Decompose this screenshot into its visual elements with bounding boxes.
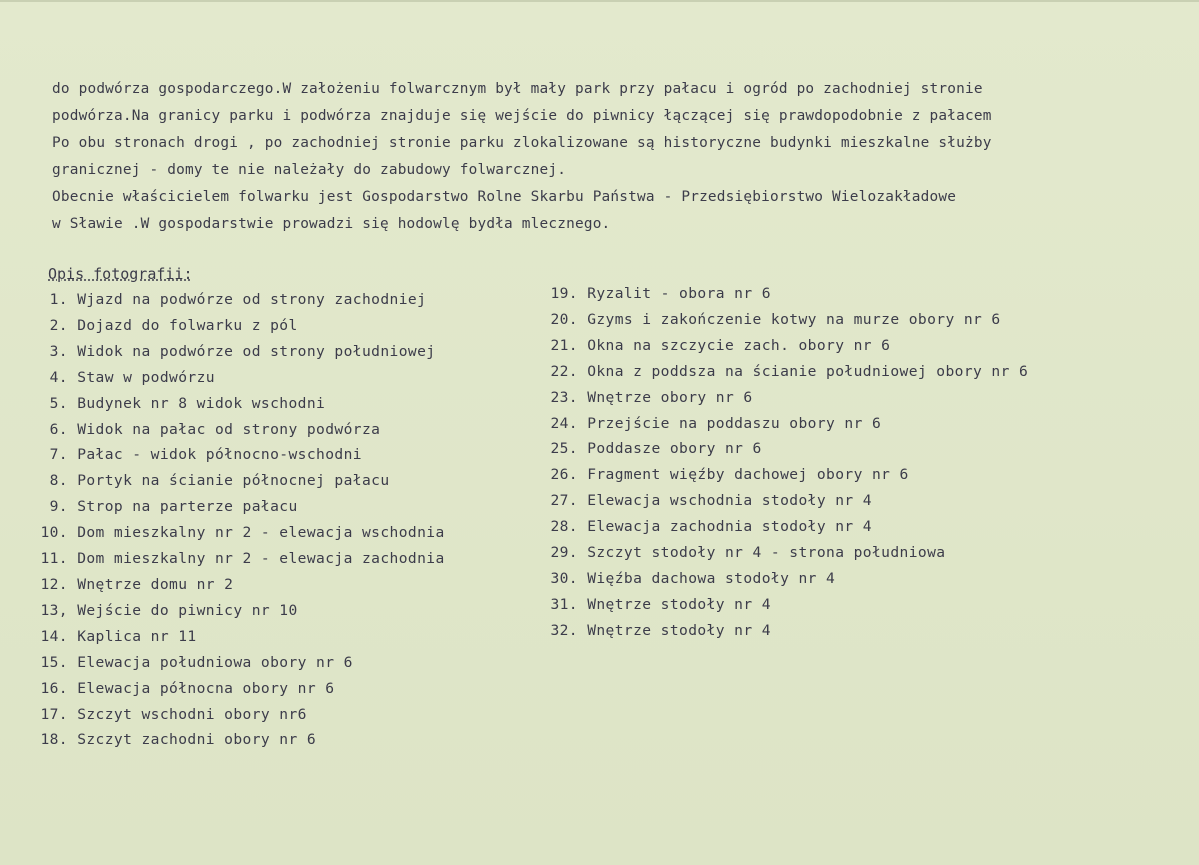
item-number: 23. [550,388,578,406]
item-number: 30. [550,569,578,587]
photo-list-item [538,592,1028,618]
item-number: 24. [550,414,578,432]
item-number: 26. [550,466,578,484]
item-number: 4. [49,368,68,386]
item-number: 28. [550,518,578,536]
item-text: Szczyt wschodni obory nr6 [77,705,307,723]
photo-list-item [538,488,1028,514]
item-number: 20. [550,310,578,328]
photo-list-item [30,546,445,572]
photo-list-item [30,494,445,520]
item-number: 12. [40,575,68,593]
item-number: 6. [49,420,68,438]
item-text: Dom mieszkalny nr 2 - elewacja zachodnia [77,550,445,568]
item-text: Gzyms i zakończenie kotwy na murze obory nr 6 [587,310,1001,328]
paragraph-line: Obecnie właścicielem folwarku jest Gospodarstwo Rolne Skarbu Państwa - Przedsiębiorstwo Wielozakładowe [52,189,957,205]
item-text: Poddasze obory nr 6 [587,440,762,458]
photo-list-item [30,468,445,494]
photo-list-item [30,442,445,468]
item-number: 10. [40,524,68,542]
item-text: Elewacja wschodnia stodoły nr 4 [587,492,872,510]
paragraph-line: granicznej - domy te nie należały do zabudowy folwarcznej. [52,162,567,178]
photo-list-item [538,333,1028,359]
paragraph-line: podwórza.Na granicy parku i podwórza znajduje się wejście do piwnicy łączącej się prawdopodobnie z pałacem [52,108,992,124]
item-number: 13, [40,601,68,619]
photo-list-item [30,702,445,728]
item-text: Wnętrze stodoły nr 4 [587,621,771,639]
item-number: 16. [40,679,68,697]
item-number: 7. [49,446,68,464]
item-text: Pałac - widok północno-wschodni [77,446,362,464]
item-text: Wnętrze stodoły nr 4 [587,595,771,613]
photo-list-item [538,385,1028,411]
item-number: 17. [40,705,68,723]
item-number: 22. [550,362,578,380]
paragraph-line: w Sławie .W gospodarstwie prowadzi się hodowlę bydła mlecznego. [52,216,611,232]
item-text: Portyk na ścianie północnej pałacu [77,472,390,490]
item-text: Okna z poddsza na ścianie południowej obory nr 6 [587,362,1029,380]
photo-list-item [538,540,1028,566]
photo-list-item [30,650,445,676]
item-number: 3. [49,342,68,360]
photo-list-item [30,624,445,650]
photo-list-item [538,411,1028,437]
paragraph-line: do podwórza gospodarczego.W założeniu folwarcznym był mały park przy pałacu i ogród po zachodniej stronie [52,81,983,97]
item-text: Przejście na poddaszu obory nr 6 [587,414,882,432]
item-text: Wnętrze obory nr 6 [587,388,753,406]
item-text: Widok na pałac od strony podwórza [77,420,381,438]
photo-list-item [30,727,445,753]
photo-list-item [30,676,445,702]
item-number: 32. [550,621,578,639]
item-text: Elewacja zachodnia stodoły nr 4 [587,518,872,536]
photo-list-left [30,287,445,753]
item-text: Wnętrze domu nr 2 [77,575,234,593]
item-text: Staw w podwórzu [77,368,215,386]
item-number: 29. [550,544,578,562]
photo-list-item [30,417,445,443]
photo-list-caption: Opis fotografii: [48,265,193,283]
item-number: 18. [40,731,68,749]
photo-list-item [538,618,1028,644]
item-number: 11. [40,550,68,568]
photo-list-item [538,359,1028,385]
paragraph-line: Po obu stronach drogi , po zachodniej stronie parku zlokalizowane są historyczne budynki mieszkalne służby [52,135,992,151]
photo-list-item [538,436,1028,462]
photo-list-item [30,598,445,624]
photo-list-item [30,313,445,339]
item-text: Szczyt stodoły nr 4 - strona południowa [587,544,946,562]
item-number: 2. [49,316,68,334]
item-number: 25. [550,440,578,458]
item-number: 1. [49,291,68,308]
item-number: 8. [49,472,68,490]
photo-list-item [538,281,1028,307]
item-number: 27. [550,492,578,510]
photo-list-item [538,307,1028,333]
item-text: Więźba dachowa stodoły nr 4 [587,569,836,587]
photo-list-item [30,365,445,391]
item-number: 21. [550,336,578,354]
photo-list-item [538,514,1028,540]
item-text: Wejście do piwnicy nr 10 [77,601,298,619]
photo-list-item [30,572,445,598]
item-number: 9. [49,498,68,516]
item-text: Szczyt zachodni obory nr 6 [77,731,317,749]
item-number: 15. [40,653,68,671]
item-number: 19. [550,285,578,302]
body-paragraph [52,76,1172,238]
item-text: Widok na podwórze od strony południowej [77,342,436,360]
item-text: Okna na szczycie zach. obory nr 6 [587,336,891,354]
item-text: Dom mieszkalny nr 2 - elewacja wschodnia [77,524,445,542]
item-text: Dojazd do folwarku z pól [77,316,298,334]
photo-list-item [30,391,445,417]
item-text: Elewacja północna obory nr 6 [77,679,335,697]
photo-list-item [538,462,1028,488]
item-text: Budynek nr 8 widok wschodni [77,394,326,412]
item-number: 31. [550,595,578,613]
item-text: Ryzalit - obora nr 6 [587,285,771,302]
item-text: Kaplica nr 11 [77,627,197,645]
item-text: Fragment więźby dachowej obory nr 6 [587,466,909,484]
photo-list-item [538,566,1028,592]
item-text: Elewacja południowa obory nr 6 [77,653,353,671]
photo-list-item [30,339,445,365]
photo-list-right [538,281,1028,644]
photo-list-item [30,287,445,313]
photo-list-item [30,520,445,546]
item-text: Wjazd na podwórze od strony zachodniej [77,291,427,308]
item-number: 14. [40,627,68,645]
item-text: Strop na parterze pałacu [77,498,298,516]
item-number: 5. [49,394,68,412]
